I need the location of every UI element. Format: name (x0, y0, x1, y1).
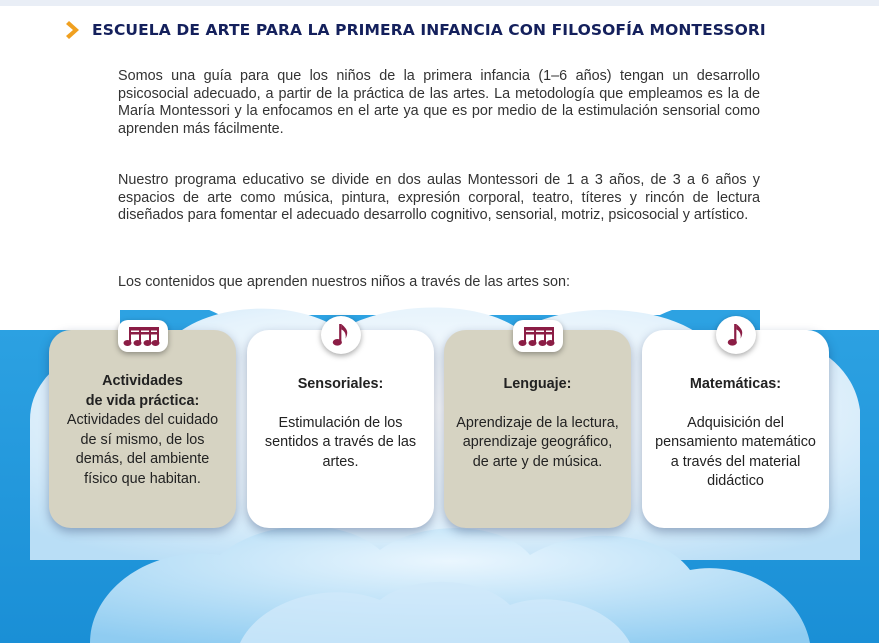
card-title: Matemáticas: (689, 376, 782, 392)
card-matematicas (642, 330, 829, 528)
eighth-note-icon (716, 316, 756, 354)
music-notes-icon (513, 320, 563, 352)
card-title: Actividades de vida práctica: (85, 373, 200, 409)
intro-paragraph-2: Nuestro programa educativo se divide en dos aulas Montessori de 1 a 3 años, de 3 a 6 años y espacios de arte como música, pintura, expresión corporal, teatro, títeres y rincón de lectura diseñados para fomentar el adecuado desarrollo cognitivo, sensorial, motriz, psicosocial y artístico. (118, 172, 760, 224)
eighth-note-icon (321, 316, 361, 354)
page-title: ESCUELA DE ARTE PARA LA PRIMERA INFANCIA CON FILOSOFÍA MONTESSORI (92, 21, 766, 39)
card-sensoriales (247, 330, 434, 528)
card-title: Lenguaje: (503, 376, 572, 392)
card-body: Adquisición del pensamiento matemático a través del material didáctico (655, 414, 816, 489)
card-body: Estimulación de los sentidos a través de las artes. (264, 414, 417, 470)
chevron-right-icon (66, 20, 84, 40)
card-vida-practica (49, 330, 236, 528)
card-body: Aprendizaje de la lectura, aprendizaje geográfico, de arte y de música. (456, 414, 619, 470)
music-notes-icon (118, 320, 168, 352)
intro-paragraph-1: Somos una guía para que los niños de la primera infancia (1–6 años) tengan un desarrollo psicosocial adecuado, a partir de la práctica de las artes. La metodología que empleamos es la de María Montessori y la enfocamos en el arte ya que es por medio de la estimulación sensorial como aprenden más fácilmente. (118, 68, 760, 137)
section-header (66, 20, 766, 40)
card-body: Actividades del cuidado de sí mismo, de los demás, del ambiente físico que habitan. (66, 412, 219, 487)
card-lenguaje (444, 330, 631, 528)
card-title: Sensoriales: (297, 376, 384, 392)
intro-paragraph-3: Los contenidos que aprenden nuestros niños a través de las artes son: (118, 274, 570, 290)
